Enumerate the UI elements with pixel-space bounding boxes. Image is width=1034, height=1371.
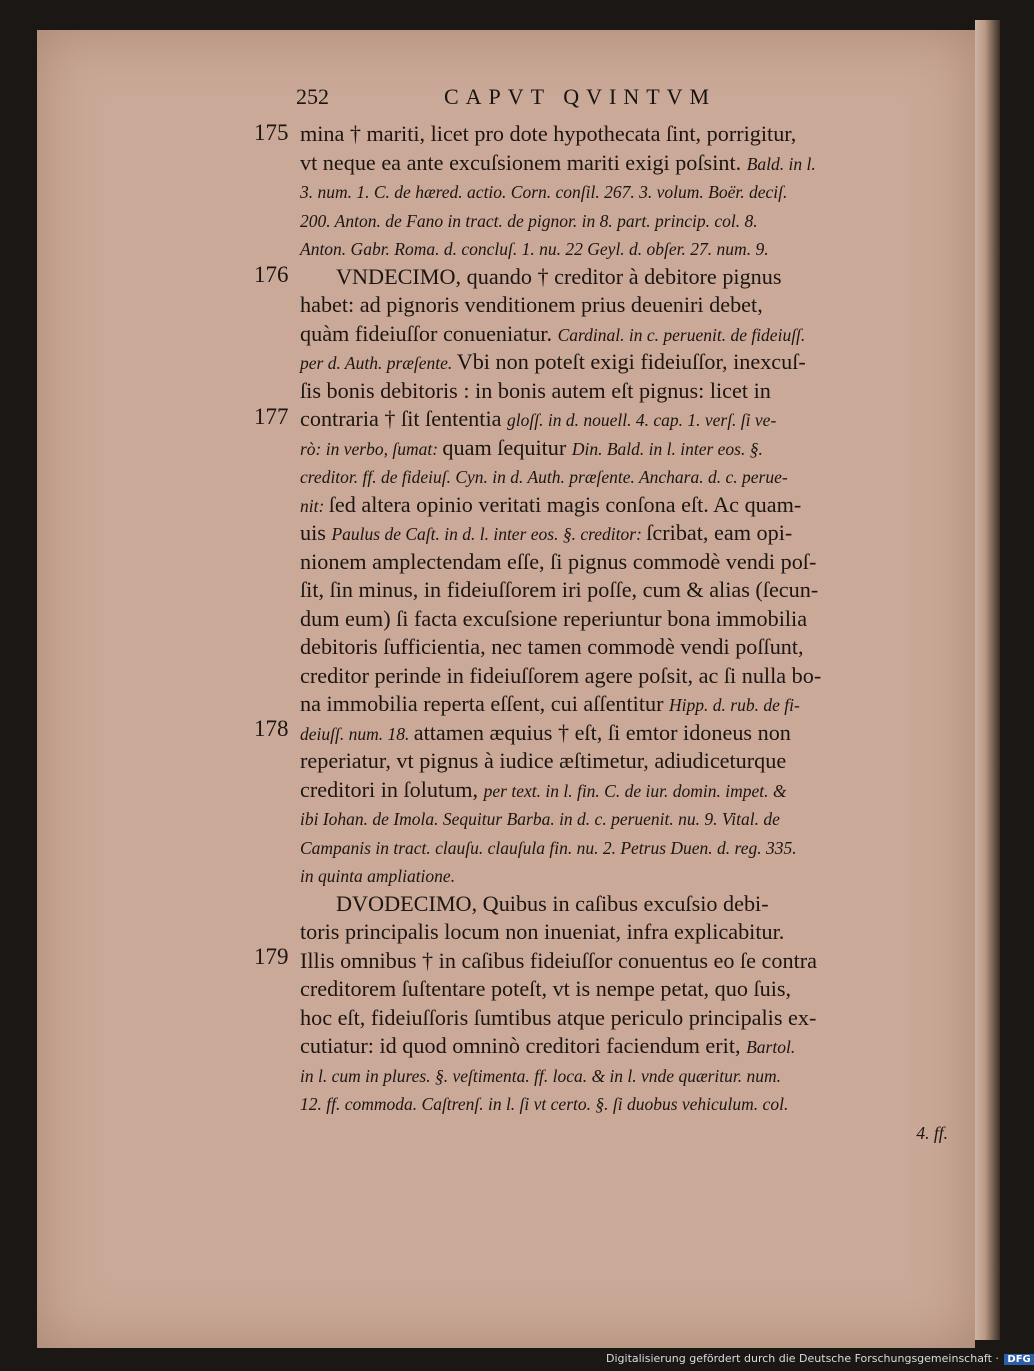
text-line: 12. ff. commoda. Caſtrenſ. in l. ſi vt certo. §. ſi duobus vehiculum. col. [300, 1094, 789, 1114]
text-line: 3. num. 1. C. de hæred. actio. Corn. conſil. 267. 3. volum. Boër. deciſ. [300, 182, 788, 202]
text-line: quàm fideiuſſor conueniatur. Cardinal. in c. peruenit. de fideiuſſ. [300, 320, 806, 346]
text-line: in l. cum in plures. §. veſtimenta. ff. loca. & in l. vnde quæritur. num. [300, 1065, 782, 1086]
catchword: 4. ff. [916, 1122, 948, 1143]
text-line: ſit, ſin minus, in fideiuſſorem iri poſſe, cum & alias (ſecun- [300, 577, 819, 602]
text-line: Illis omnibus † in caſibus fideiuſſor conuentus eo ſe contra [300, 947, 817, 973]
text-line: vt neque ea ante excuſsionem mariti exigi poſsint. Bald. in l. [300, 149, 816, 175]
text-line: per d. Auth. præſente. Vbi non poteſt exigi fideiuſſor, inexcuſ- [300, 349, 806, 374]
text-line: nit: ſed altera opinio veritati magis conſona eſt. Ac quam- [300, 491, 802, 517]
margin-number: 175 [254, 120, 289, 145]
footer-text: Digitalisierung gefördert durch die Deutsche Forschungsgemeinschaft · [606, 1352, 999, 1365]
text-line: VNDECIMO, quando † creditor à debitore pignus [336, 263, 782, 289]
text-line: DVODECIMO, Quibus in caſibus excuſsio debi- [336, 890, 769, 916]
text-line: ibi Iohan. de Imola. Sequitur Barba. in d. c. peruenit. nu. 9. Vital. de [300, 809, 780, 829]
dfg-logo: DFG [1004, 1354, 1033, 1365]
text-line: na immobilia reperta eſſent, cui aſſentitur Hipp. d. rub. de fi- [300, 691, 800, 716]
text-line: uis Paulus de Caſt. in d. l. inter eos. §. creditor: ſcribat, eam opi- [300, 520, 793, 545]
text-line: reperiatur, vt pignus à iudice æſtimetur, adiudiceturque [300, 748, 787, 773]
page-edge [975, 20, 1000, 1340]
digitization-footer [606, 1352, 1034, 1368]
text-line: hoc eſt, fideiuſſoris ſumtibus atque periculo principalis ex- [300, 1004, 817, 1030]
text-line: habet: ad pignoris venditionem prius deueniri debet, [300, 292, 763, 317]
text-line: nionem amplectendam eſſe, ſi pignus commodè vendi poſ- [300, 548, 817, 574]
text-line: toris principalis locum non inueniat, infra explicabitur. [300, 919, 785, 944]
margin-number: 179 [254, 944, 289, 969]
text-line: creditor. ff. de fideiuſ. Cyn. in d. Auth. præſente. Anchara. d. c. perue- [300, 467, 788, 487]
text-line: cutiatur: id quod omninò creditori faciendum erit, Bartol. [300, 1033, 796, 1058]
text-line: dum eum) ſi facta excuſsione reperiuntur bona immobilia [300, 605, 808, 631]
page-header [296, 82, 816, 116]
text-line: Campanis in tract. clauſu. clauſula fin. nu. 2. Petrus Duen. d. reg. 335. [300, 837, 797, 858]
text-line: rò: in verbo, ſumat: quam ſequitur Din. Bald. in l. inter eos. §. [300, 434, 763, 460]
text-line: deiuſſ. num. 18. attamen æquius † eſt, ſi emtor idoneus non [300, 719, 791, 745]
margin-number: 177 [254, 404, 289, 429]
margin-number: 178 [254, 716, 289, 741]
page-number: 252 [296, 84, 329, 109]
text-line: creditorem ſuſtentare poteſt, vt is nempe petat, quo ſuis, [300, 976, 792, 1001]
text-line: debitoris ſufficientia, nec tamen commodè vendi poſſunt, [300, 634, 804, 659]
text-line: 200. Anton. de Fano in tract. de pignor. in 8. part. princip. col. 8. [300, 210, 758, 231]
text-line: ſis bonis debitoris : in bonis autem eſt pignus: licet in [300, 377, 771, 403]
running-head: CAPVT QVINTVM [444, 84, 717, 109]
text-line: in quinta ampliatione. [300, 866, 456, 886]
body-text [300, 120, 948, 1146]
text-line: mina † mariti, licet pro dote hypothecata ſint, porrigitur, [300, 121, 797, 146]
text-line: contraria † ſit ſententia gloſſ. in d. nouell. 4. cap. 1. verſ. ſi ve- [300, 406, 777, 431]
text-line: Anton. Gabr. Roma. d. concluſ. 1. nu. 22 Geyl. d. obſer. 27. num. 9. [300, 239, 769, 259]
text-line: creditor perinde in fideiuſſorem agere poſsit, ac ſi nulla bo- [300, 662, 822, 688]
text-line: creditori in ſolutum, per text. in l. fin. C. de iur. domin. impet. & [300, 776, 787, 802]
margin-number: 176 [254, 262, 289, 287]
